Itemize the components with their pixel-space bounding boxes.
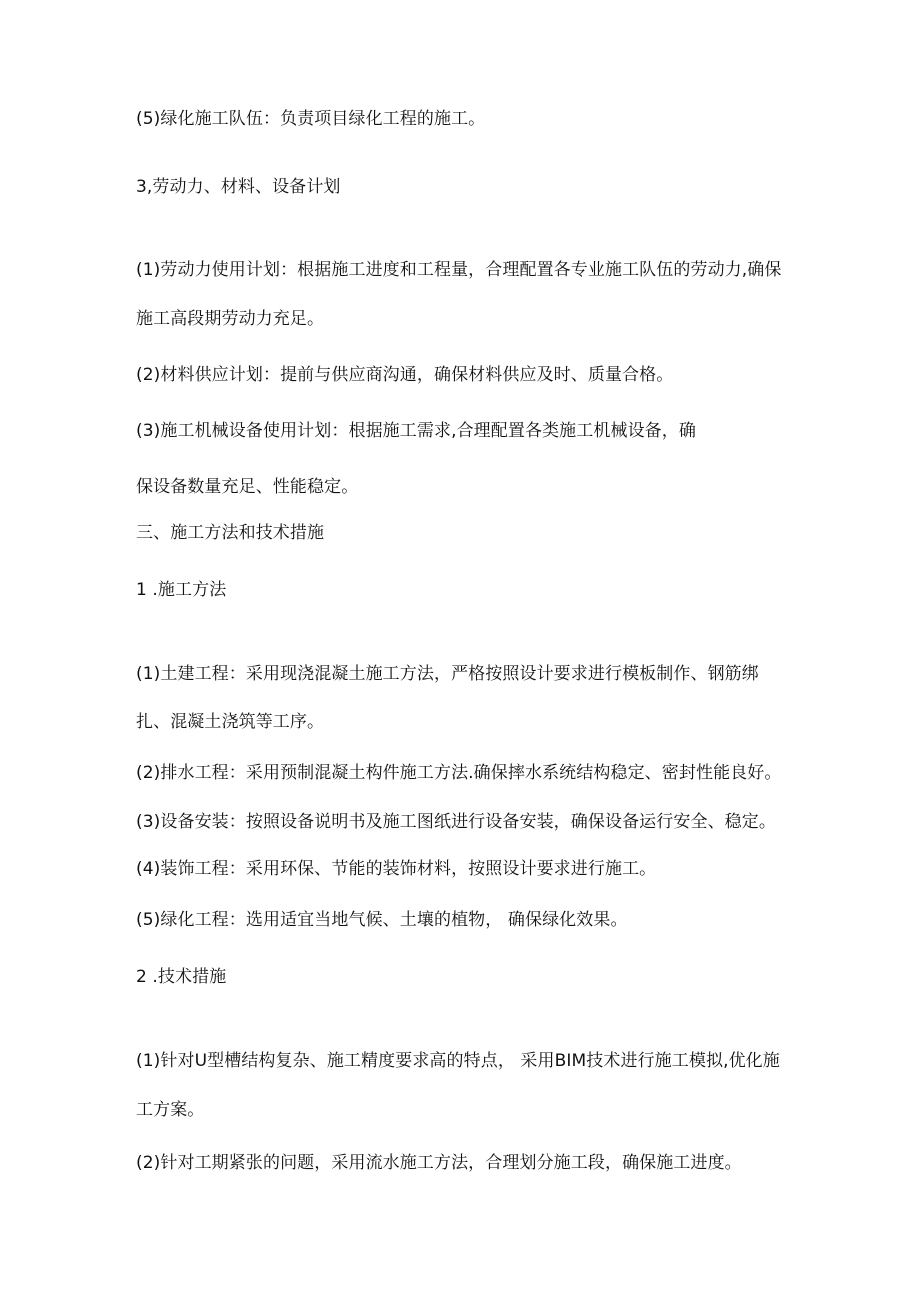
section-heading: 2 .技术措施 xyxy=(136,967,227,987)
text-line: 工方案。 xyxy=(136,1100,205,1120)
text-line: (2)针对工期紧张的问题，采用流水施工方法，合理划分施工段，确保施工进度。 xyxy=(136,1153,742,1173)
text-line: (1)针对U型槽结构复杂、施工精度要求高的特点， 采用BIM技术进行施工模拟,优化施 xyxy=(136,1051,780,1071)
text-line: (3)施工机械设备使用计划：根据施工需求,合理配置各类施工机械设备，确 xyxy=(136,421,696,441)
text-line: 保设备数量充足、性能稳定。 xyxy=(136,477,359,497)
text-line: (5)绿化工程：选用适宜当地气候、土壤的植物， 确保绿化效果。 xyxy=(136,910,628,930)
chapter-heading: 三、施工方法和技术措施 xyxy=(136,523,325,543)
text-line: (5)绿化施工队伍：负责项目绿化工程的施工。 xyxy=(136,109,486,129)
text-line: (4)装饰工程：采用环保、节能的装饰材料，按照设计要求进行施工。 xyxy=(136,859,657,879)
text-line: 施工高段期劳动力充足。 xyxy=(136,309,325,329)
text-line: (1)劳动力使用计划：根据施工进度和工程量，合理配置各专业施工队伍的劳动力,确保 xyxy=(136,260,782,280)
section-heading: 3,劳动力、材料、设备计划 xyxy=(136,177,341,197)
section-heading: 1 .施工方法 xyxy=(136,580,227,600)
text-line: (1)土建工程：采用现浇混凝土施工方法，严格按照设计要求进行模板制作、钢筋绑 xyxy=(136,664,759,684)
text-line: (3)设备安装：按照设备说明书及施工图纸进行设备安装，确保设备运行安全、稳定。 xyxy=(136,812,776,832)
text-line: (2)排水工程：采用预制混凝土构件施工方法.确保摔水系统结构稳定、密封性能良好。 xyxy=(136,763,782,783)
text-line: (2)材料供应计划：提前与供应商沟通，确保材料供应及时、质量合格。 xyxy=(136,365,674,385)
text-line: 扎、混凝土浇筑等工序。 xyxy=(136,712,325,732)
